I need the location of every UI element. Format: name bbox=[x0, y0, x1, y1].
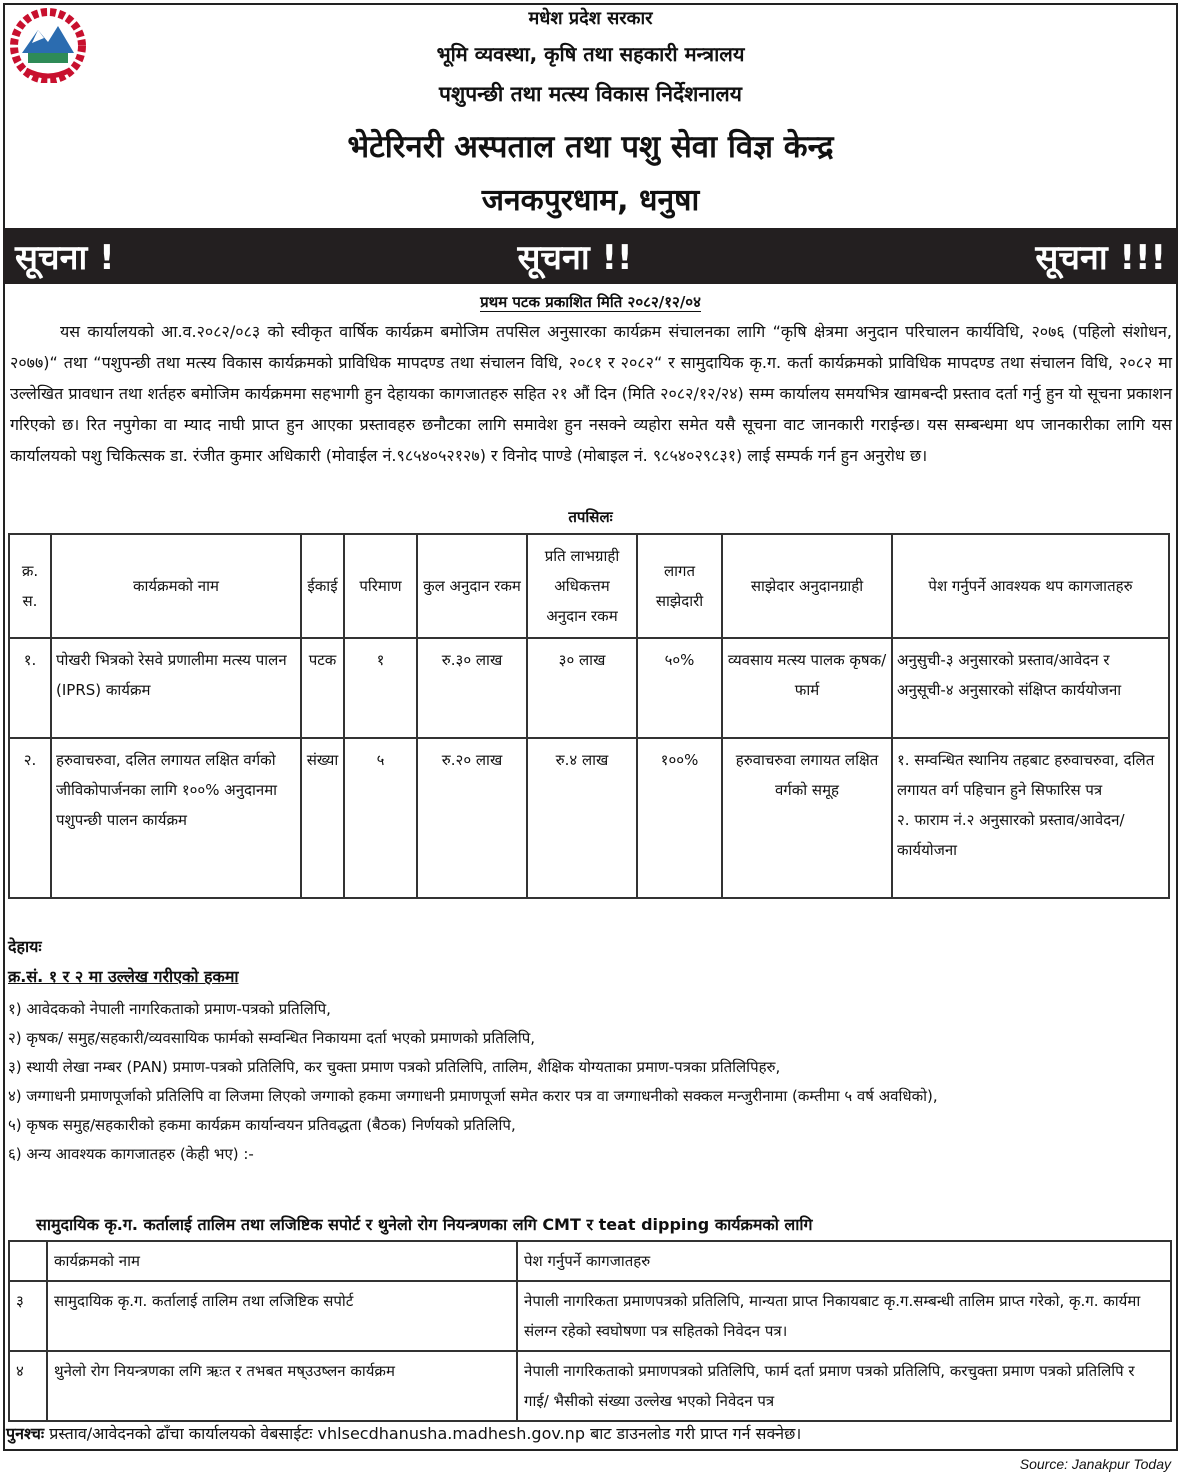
notice-banner bbox=[3, 228, 1178, 284]
cell-qty: ५ bbox=[344, 738, 417, 898]
cell-name: थुनेलो रोग नियन्त्रणका लगि ऋःत र तभबत मष्उउष्लन कार्यक्रम bbox=[47, 1351, 517, 1421]
cell-total: रु.३० लाख bbox=[417, 638, 527, 738]
cell-docs: नेपाली नागरिकताको प्रमाणपत्रको प्रतिलिपि, फार्म दर्ता प्रमाण पत्रको प्रतिलिपि, करचुक्ता प्रमाण पत्रको प्रतिलिपि र गाई/ भैसीको संख्या उल्लेख भएको निवेदन पत्र bbox=[517, 1351, 1171, 1421]
table-row bbox=[9, 1351, 1171, 1421]
office-name: भेटेरिनरी अस्पताल तथा पशु सेवा विज्ञ केन्द्र bbox=[347, 129, 834, 165]
source-credit: Source: Janakpur Today bbox=[1019, 1456, 1171, 1472]
cell-max: रु.४ लाख bbox=[527, 738, 637, 898]
banner-text: सूचना !!! bbox=[1035, 238, 1166, 278]
col-header: ईकाई bbox=[301, 534, 344, 638]
program-table bbox=[8, 533, 1170, 899]
cell-share: १००% bbox=[637, 738, 722, 898]
doc-item: १. सम्वन्धित स्थानिय तहबाट हरुवाचरुवा, दलित लगायत वर्ग पहिचान हुने सिफारिस पत्र bbox=[897, 751, 1155, 799]
cell-sn: ३ bbox=[9, 1281, 47, 1351]
list-item: २) कृषक/ समुह/सहकारी/व्यवसायिक फार्मको सम्वन्धित निकायमा दर्ता भएको प्रमाणको प्रतिलिपि, bbox=[8, 1029, 535, 1047]
cmt-section-title: सामुदायिक कृ.ग. कर्तालाई तालिम तथा लजिष्टिक सपोर्ट र थुनेलो रोग नियन्त्रणका लगि CMT र teat dipping कार्यक्रमको लागि bbox=[36, 1215, 813, 1234]
col-header: कार्यक्रमको नाम bbox=[51, 534, 301, 638]
cell-docs: नेपाली नागरिकता प्रमाणपत्रको प्रतिलिपि, मान्यता प्राप्त निकायबाट कृ.ग.सम्बन्धी तालिम प्राप्त गरेको, कृ.ग. कार्यमा संलग्न रहेको स्वघोषणा पत्र सहितको निवेदन पत्र। bbox=[517, 1281, 1171, 1351]
cell-docs bbox=[892, 738, 1169, 898]
cell-partner: व्यवसाय मत्स्य पालक कृषक/फार्म bbox=[722, 638, 892, 738]
col-header: लागत साझेदारी bbox=[637, 534, 722, 638]
table-row bbox=[9, 1281, 1171, 1351]
cell-name: सामुदायिक कृ.ग. कर्तालाई तालिम तथा लजिष्टिक सपोर्ट bbox=[47, 1281, 517, 1351]
col-header: क्र. स. bbox=[9, 534, 51, 638]
list-item: ५) कृषक समुह/सहकारीको हकमा कार्यक्रम कार्यान्वयन प्रतिवद्धता (बैठक) निर्णयको प्रतिलिपि, bbox=[8, 1116, 516, 1134]
directorate-name: पशुपन्छी तथा मत्स्य विकास निर्देशनालय bbox=[439, 82, 742, 106]
table-row bbox=[9, 738, 1169, 898]
col-header: पेश गर्नुपर्ने कागजातहरु bbox=[517, 1241, 1171, 1281]
col-header: कार्यक्रमको नाम bbox=[47, 1241, 517, 1281]
postscript-text: प्रस्ताव/आवेदनको ढाँचा कार्यालयको वेबसाईटः vhlsecdhanusha.madhesh.gov.np बाट डाउनलोड गरी प्राप्त गर्न सक्नेछ। bbox=[44, 1424, 802, 1443]
col-header: प्रति लाभग्राही अधिकत्तम अनुदान रकम bbox=[527, 534, 637, 638]
table-header-row bbox=[9, 1241, 1171, 1281]
requirements-subtitle: क्र.सं. १ र २ मा उल्लेख गरीएको हकमा bbox=[8, 967, 239, 986]
province-name: मधेश प्रदेश सरकार bbox=[528, 8, 653, 29]
requirements-title: देहायः bbox=[8, 937, 42, 956]
col-header: पेश गर्नुपर्ने आवश्यक थप कागजातहरु bbox=[892, 534, 1169, 638]
publish-date: प्रथम पटक प्रकाशित मिति २०८२/१२/०४ bbox=[480, 293, 701, 311]
office-location: जनकपुरधाम, धनुषा bbox=[481, 183, 700, 218]
postscript bbox=[6, 1422, 801, 1444]
doc-item: २. फाराम नं.२ अनुसारको प्रस्ताव/आवेदन/कार्ययोजना bbox=[897, 811, 1125, 859]
banner-text: सूचना ! bbox=[15, 238, 115, 278]
list-item: ४) जग्गाधनी प्रमाणपूर्जाको प्रतिलिपि वा लिजमा लिएको जग्गाको हकमा जग्गाधनी प्रमाणपूर्जा समेत करार पत्र वा जग्गाधनीको सक्कल मन्जुरीनामा (कम्तीमा ५ वर्ष अवधिको), bbox=[8, 1087, 938, 1105]
col-header bbox=[9, 1241, 47, 1281]
col-header: परिमाण bbox=[344, 534, 417, 638]
cell-name: पोखरी भित्रको रेसवे प्रणालीमा मत्स्य पालन (IPRS) कार्यक्रम bbox=[51, 638, 301, 738]
requirements-list bbox=[8, 995, 1168, 1169]
cell-sn: १. bbox=[9, 638, 51, 738]
postscript-label: पुनश्चः bbox=[6, 1424, 45, 1443]
cell-name: हरुवाचरुवा, दलित लगायत लक्षित वर्गको जीविकोपार्जनका लागि १००% अनुदानमा पशुपन्छी पालन कार्यक्रम bbox=[51, 738, 301, 898]
notice-paragraph: यस कार्यालयको आ.व.२०८२/०८३ को स्वीकृत वार्षिक कार्यक्रम बमोजिम तपसिल अनुसारका कार्यक्रम संचालनका लागि “कृषि क्षेत्रमा अनुदान परिचालन कार्यविधि, २०७६ (पहिलो संशोधन, २०७७)“ तथा “पशुपन्छी तथा मत्स्य विकास कार्यक्रमको प्राविधिक मापदण्ड तथा संचालन विधि, २०८१ र २०८२“ र सामुदायिक कृ.ग. कर्ता कार्यक्रमको प्राविधिक मापदण्ड तथा संचालन विधि, २०८२ मा उल्लेखित प्रावधान तथा शर्तहरु बमोजिम कार्यक्रममा सहभागी हुन देहायका कागजातहरु सहित २१ औं दिन (मिति २०८२/१२/२४) सम्म कार्यालय समयभित्र खामबन्दी प्रस्ताव दर्ता गर्नु हुन यो सूचना प्रकाशन गरिएको छ। रित नपुगेका वा म्याद नाघी प्राप्त हुन आएका प्रस्तावहरु छनौटका लागि समावेश हुन नसक्ने व्यहोरा समेत यसै सूचना वाट जानकारी गराईन्छ। यस सम्बन्धमा थप जानकारीका लागि यस कार्यालयको पशु चिकित्सक डा. रंजीत कुमार अधिकारी (मोवाईल नं.९८५४०५२१२७) र विनोद पाण्डे (मोबाइल नं. ९८५४०२९८३१) लाई सम्पर्क गर्न हुन अनुरोध छ। bbox=[10, 322, 1172, 465]
cell-qty: १ bbox=[344, 638, 417, 738]
table-header-row bbox=[9, 534, 1169, 638]
banner-text: सूचना !! bbox=[517, 238, 633, 278]
table-row bbox=[9, 638, 1169, 738]
list-item: १) आवेदकको नेपाली नागरिकताको प्रमाण-पत्रको प्रतिलिपि, bbox=[8, 1000, 331, 1018]
cell-unit: संख्या bbox=[301, 738, 344, 898]
cell-docs: अनुसुची-३ अनुसारको प्रस्ताव/आवेदन र अनुसूची-४ अनुसारको संक्षिप्त कार्ययोजना bbox=[892, 638, 1169, 738]
col-header: साझेदार अनुदानग्राही bbox=[722, 534, 892, 638]
list-item: ६) अन्य आवश्यक कागजातहरु (केही भए) :- bbox=[8, 1145, 254, 1163]
list-item: ३) स्थायी लेखा नम्बर (PAN) प्रमाण-पत्रको प्रतिलिपि, कर चुक्ता प्रमाण पत्रको प्रतिलिपि, तालिम, शैक्षिक योग्यताका प्रमाण-पत्रका प्रतिलिपिहरु, bbox=[8, 1058, 781, 1076]
ministry-name: भूमि व्यवस्था, कृषि तथा सहकारी मन्त्रालय bbox=[436, 42, 745, 66]
cell-partner: हरुवाचरुवा लगायत लक्षित वर्गको समूह bbox=[722, 738, 892, 898]
cell-unit: पटक bbox=[301, 638, 344, 738]
cell-max: ३० लाख bbox=[527, 638, 637, 738]
cell-sn: ४ bbox=[9, 1351, 47, 1421]
cell-sn: २. bbox=[9, 738, 51, 898]
col-header: कुल अनुदान रकम bbox=[417, 534, 527, 638]
cmt-table bbox=[8, 1240, 1172, 1422]
cell-total: रु.२० लाख bbox=[417, 738, 527, 898]
schedule-title: तपसिलः bbox=[568, 508, 613, 526]
cell-share: ५०% bbox=[637, 638, 722, 738]
